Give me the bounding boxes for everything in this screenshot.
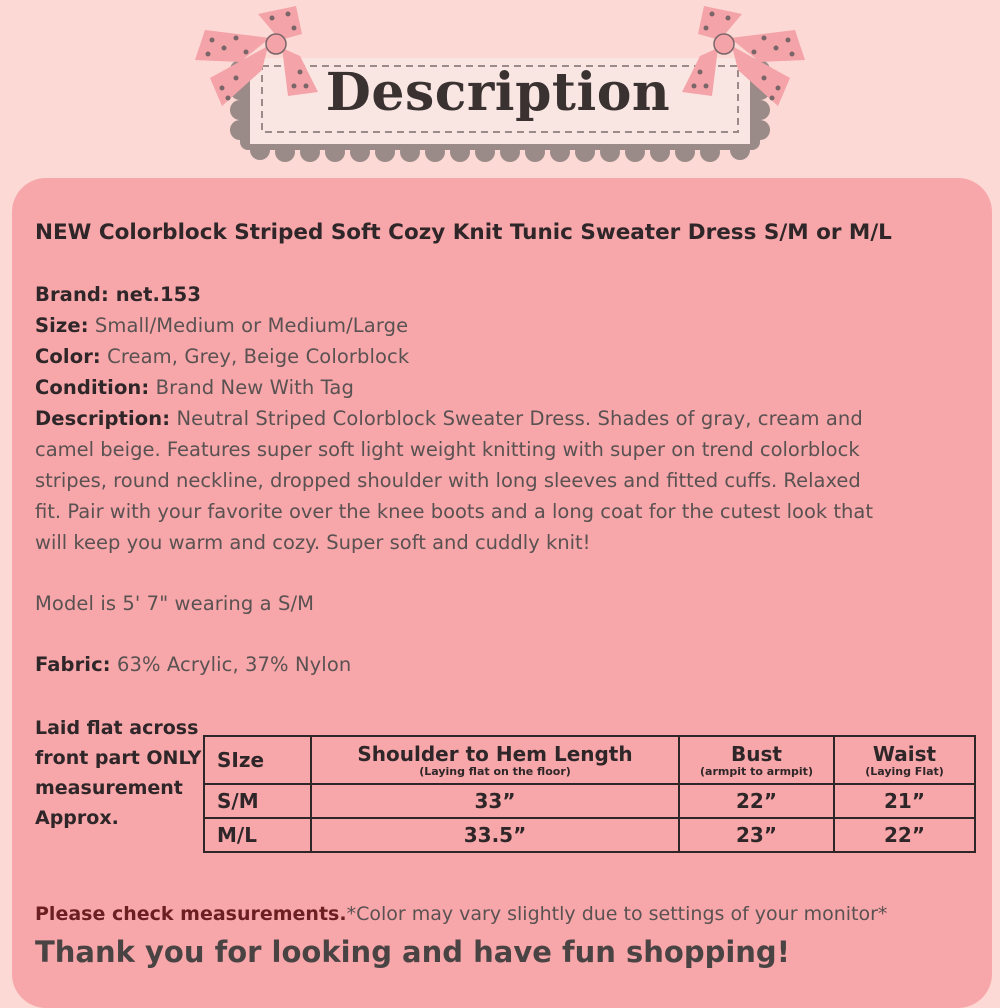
table-row — [204, 818, 975, 852]
description-label: Description: — [35, 407, 171, 430]
header-waist-label: Waist — [872, 741, 937, 766]
color-line — [35, 345, 409, 368]
brand-line — [35, 283, 201, 306]
row-size: M/L — [204, 818, 311, 852]
fabric-line — [35, 653, 351, 676]
description-line-3: stripes, round neckline, dropped shoulder with long sleeves and fitted cuffs. Relaxed — [35, 469, 861, 492]
row-waist: 21” — [834, 784, 975, 818]
header-size: SIze — [204, 736, 311, 784]
condition-label: Condition: — [35, 376, 150, 399]
size-label: Size: — [35, 314, 89, 337]
header-bust-sub: (armpit to armpit) — [700, 764, 813, 778]
check-measurements-label: Please check measurements. — [35, 903, 347, 925]
description-line-5: will keep you warm and cozy. Super soft and cuddly knit! — [35, 531, 591, 554]
row-size: S/M — [204, 784, 311, 818]
header-length-label: Shoulder to Hem Length — [357, 741, 633, 766]
measurement-disclaimer — [35, 903, 887, 925]
header-bust — [679, 736, 834, 784]
description-line-1 — [35, 407, 863, 430]
row-bust: 23” — [679, 818, 834, 852]
row-length: 33” — [311, 784, 679, 818]
description-line-2: camel beige. Features super soft light weight knitting with super on trend colorblock — [35, 438, 860, 461]
header-waist-sub: (Laying Flat) — [865, 764, 944, 778]
fabric-label: Fabric: — [35, 653, 111, 676]
color-label: Color: — [35, 345, 101, 368]
description-banner — [0, 0, 1000, 170]
row-waist: 22” — [834, 818, 975, 852]
condition-line — [35, 376, 354, 399]
measurement-table — [203, 735, 976, 853]
condition-value: Brand New With Tag — [155, 376, 354, 399]
header-length-sub: (Laying flat on the floor) — [419, 764, 571, 778]
row-bust: 22” — [679, 784, 834, 818]
model-note: Model is 5' 7" wearing a S/M — [35, 592, 315, 615]
header-waist — [834, 736, 975, 784]
description-line-4: fit. Pair with your favorite over the knee boots and a long coat for the cutest look that — [35, 500, 874, 523]
thank-you-message: Thank you for looking and have fun shopping! — [35, 935, 790, 969]
measurement-intro: Laid flat across front part ONLY measurement Approx. — [35, 717, 202, 829]
table-row — [204, 784, 975, 818]
header-length — [311, 736, 679, 784]
color-disclaimer: *Color may vary slightly due to settings of your monitor* — [346, 903, 888, 925]
brand-label: Brand: net.153 — [35, 283, 202, 306]
size-line — [35, 314, 408, 337]
description-text: Neutral Striped Colorblock Sweater Dress. Shades of gray, cream and — [176, 407, 863, 430]
size-value: Small/Medium or Medium/Large — [94, 314, 409, 337]
fabric-value: 63% Acrylic, 37% Nylon — [116, 653, 352, 676]
product-title: NEW Colorblock Striped Soft Cozy Knit Tunic Sweater Dress S/M or M/L — [35, 220, 892, 245]
color-value: Cream, Grey, Beige Colorblock — [107, 345, 410, 368]
banner-title: Description — [325, 62, 671, 123]
header-bust-label: Bust — [731, 741, 782, 766]
table-header-row — [204, 736, 975, 784]
row-length: 33.5” — [311, 818, 679, 852]
